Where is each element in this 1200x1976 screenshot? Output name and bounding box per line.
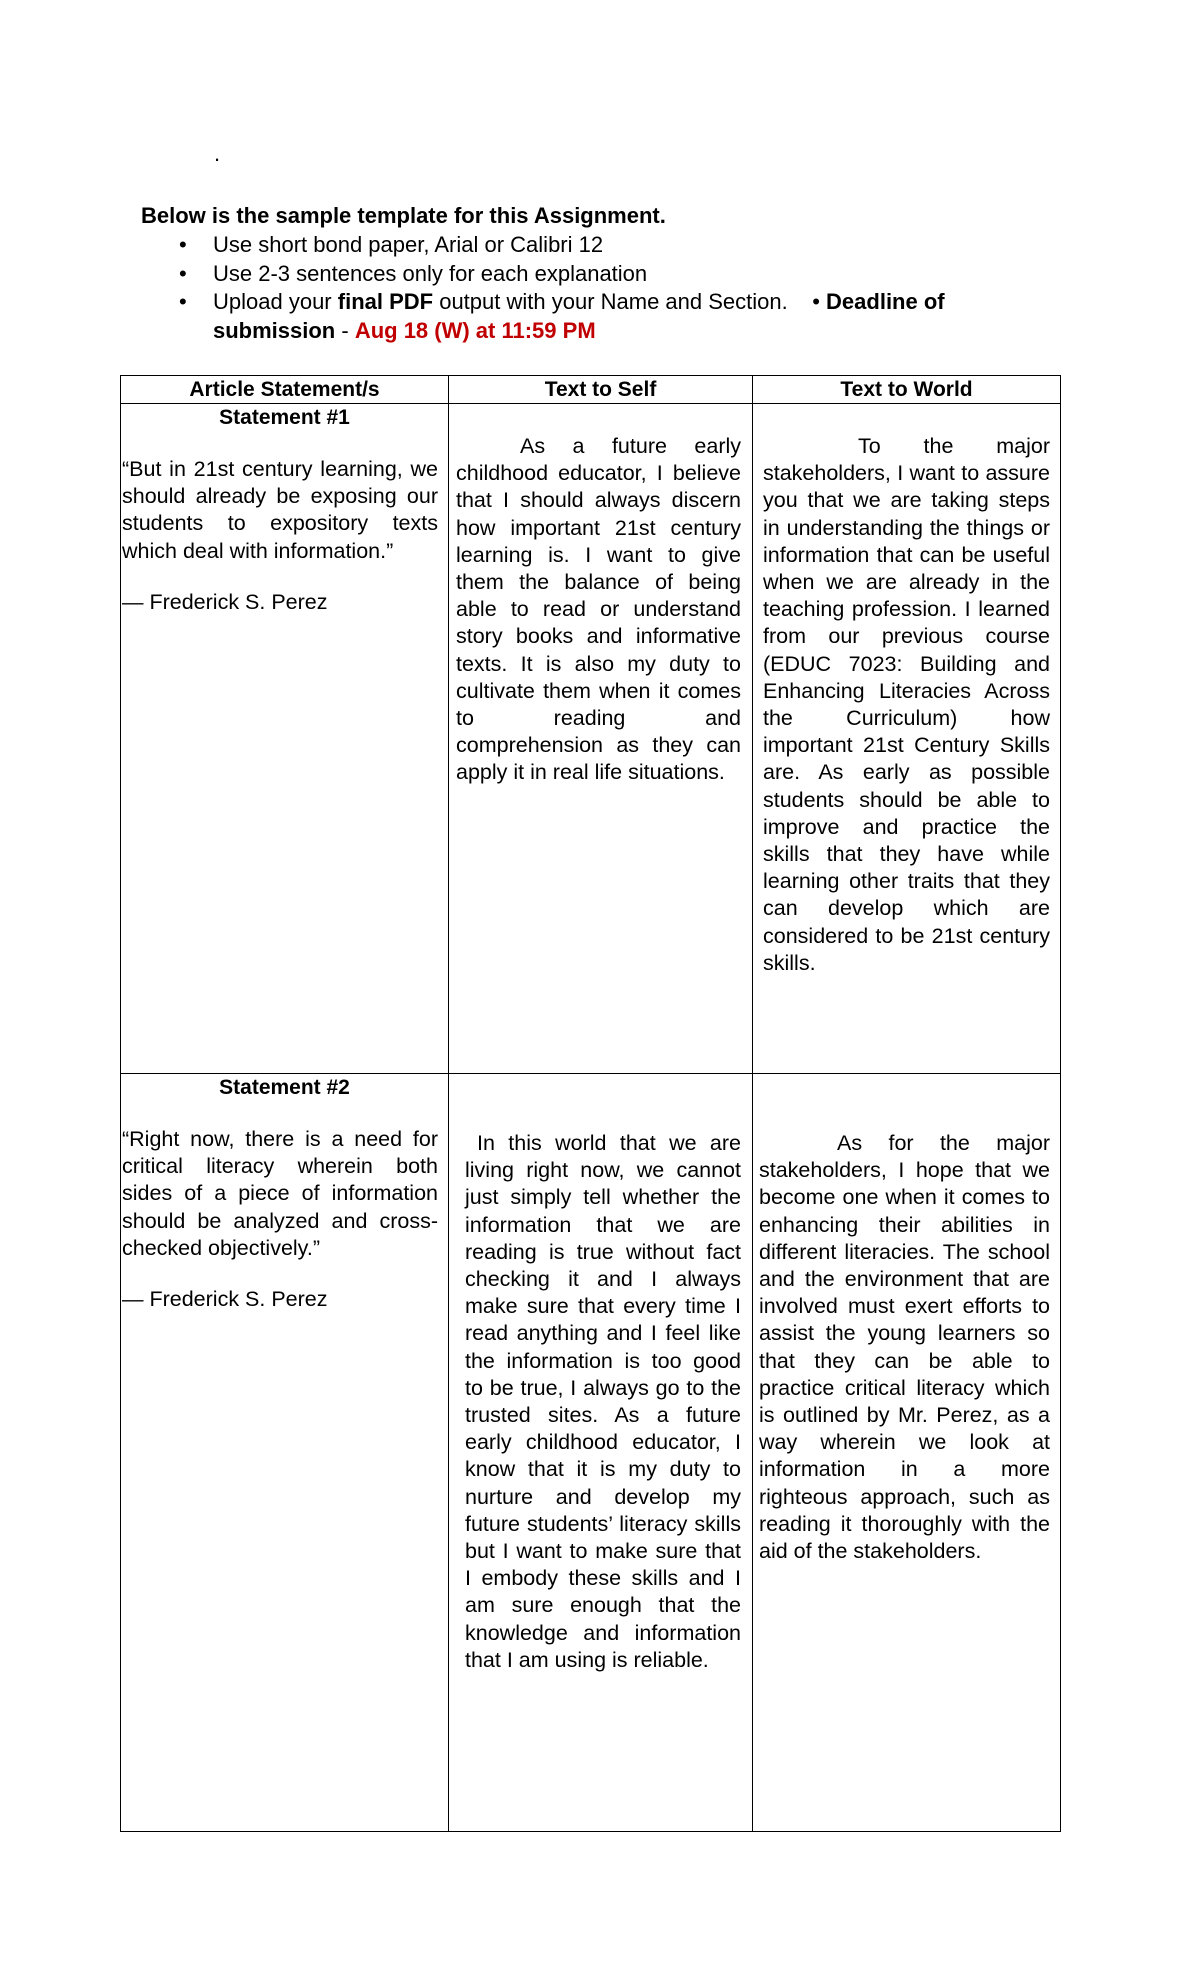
statement-author: — Frederick S. Perez: [122, 1287, 328, 1312]
text-to-world-cell: [753, 404, 1061, 1074]
text-to-world-cell: [753, 1074, 1061, 1832]
bullet-icon: •: [179, 232, 187, 257]
table-row: [121, 404, 1061, 1074]
upload-prefix: Upload your: [213, 289, 338, 314]
bullet-icon: •: [179, 260, 187, 286]
instruction-text: Use short bond paper, Arial or Calibri 12: [213, 232, 604, 257]
upload-suffix: output with your Name and Section.: [433, 289, 788, 314]
statement-title: Statement #2: [219, 1076, 350, 1099]
statement-quote: “Right now, there is a need for critical literacy wherein both sides of a piece of information should be analyzed and cross-checked objectively.”: [122, 1127, 438, 1260]
text-to-self-paragraph: In this world that we are living right now, we cannot just simply tell whether the information that we are reading is true without fact checking it and I always make sure that every time I read anything and I feel like the information is too good to be true, I always go to the trusted sites. As a future early childhood educator, I know that it is my duty to nurture and develop my future students’ literacy skills but I want to make sure that I embody these skills and I am sure enough that the knowledge and information that I am using is reliable.: [465, 1131, 741, 1672]
deadline-value: Aug 18 (W) at 11:59 PM: [354, 317, 596, 343]
assignment-heading: Below is the sample template for this Assignment.: [141, 203, 666, 228]
deadline-bullet-icon: •: [812, 289, 820, 314]
upload-bold: final PDF: [337, 289, 434, 314]
instruction-item: [141, 260, 1011, 289]
header-text-to-world: Text to World: [753, 376, 1061, 404]
table-row: [121, 1074, 1061, 1832]
header-text-to-self: Text to Self: [449, 376, 753, 404]
bullet-icon: •: [179, 289, 187, 314]
instruction-item-upload: [141, 288, 1011, 345]
statement-cell: [121, 1074, 449, 1832]
instruction-text: Use 2-3 sentences only for each explanation: [213, 260, 648, 286]
statement-author: — Frederick S. Perez: [122, 589, 328, 614]
text-to-self-paragraph: As a future early childhood educator, I believe that I should always discern how important 21st century learning is. I want to give them the balance of being able to read or understand story books and informative texts. It is also my duty to cultivate them when it comes to reading and comprehension as they can apply it in real life situations.: [456, 434, 741, 785]
instruction-list: [141, 231, 1011, 345]
statement-cell: [121, 404, 449, 1074]
text-to-world-paragraph: To the major stakeholders, I want to assure you that we are taking steps in understanding the things or information that can be useful when we are already in the teaching profession. I learned from our previous course (EDUC 7023: Building and Enhancing Literacies Across the Curriculum) how important 21st Century Skills are. As early as possible students should be able to improve and practice the skills that they have while learning other traits that they can develop which are considered to be 21st century skills.: [763, 434, 1050, 975]
table-header-row: [121, 376, 1061, 404]
deadline-dash: -: [335, 317, 355, 343]
deadline-label: Deadline of submission: [213, 289, 945, 343]
instruction-item: [141, 231, 1011, 260]
header-article-statements: Article Statement/s: [121, 376, 449, 404]
statement-quote: “But in 21st century learning, we should already be exposing our students to expository texts which deal with information.”: [122, 457, 438, 563]
statement-title: Statement #1: [219, 406, 350, 429]
stray-mark: .: [214, 141, 221, 166]
reflection-table: [120, 375, 1061, 1832]
text-to-world-paragraph: As for the major stakeholders, I hope that we become one when it comes to enhancing their abilities in different literacies. The school and the environment that are involved must exert efforts to assist the young learners so that they can be able to practice critical literacy which is outlined by Mr. Perez, as a way wherein we look at information in a more righteous approach, such as reading it thoroughly with the aid of the stakeholders.: [759, 1131, 1050, 1564]
text-to-self-cell: [449, 1074, 753, 1832]
text-to-self-cell: [449, 404, 753, 1074]
